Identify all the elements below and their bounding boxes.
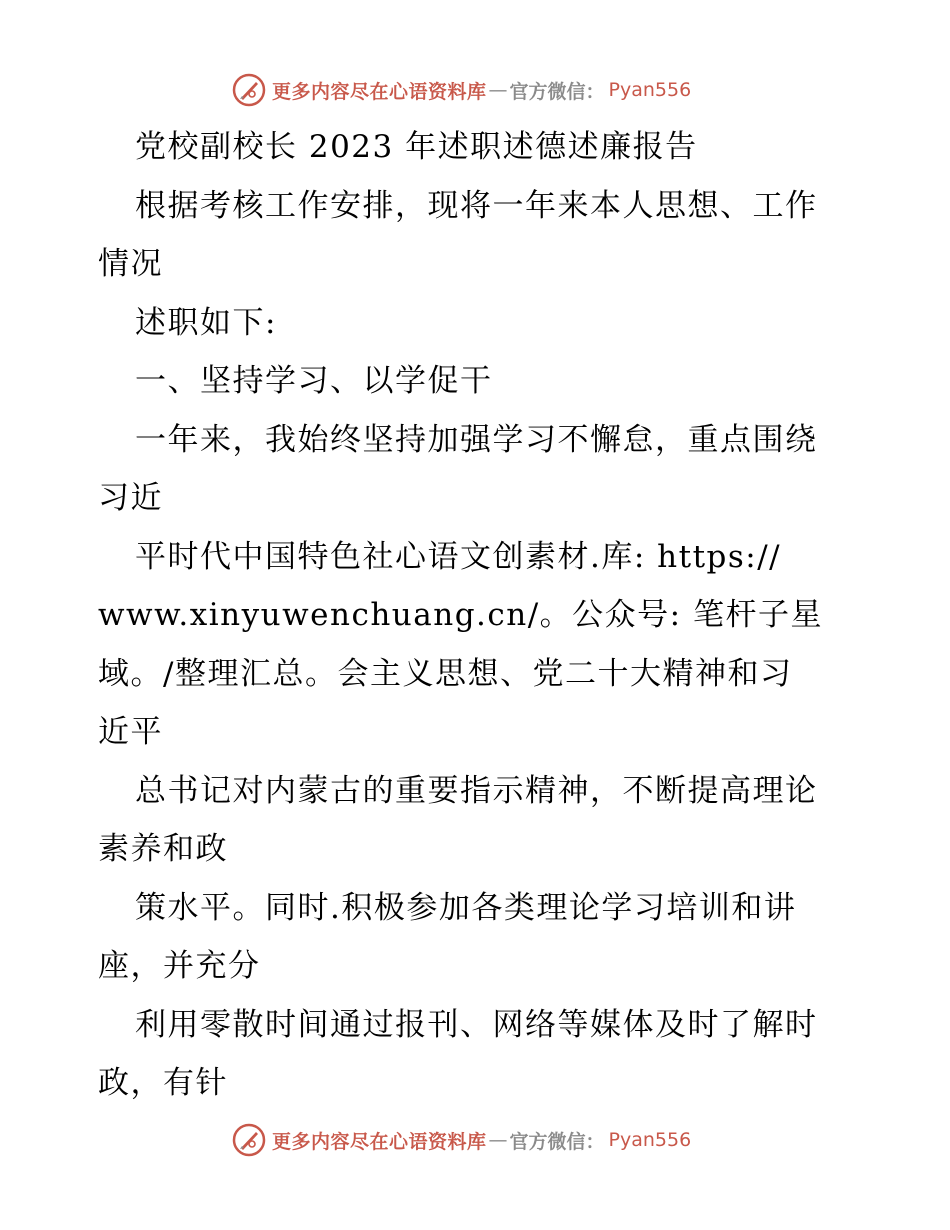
document-body [98, 118, 858, 1113]
paragraph-line: 总书记对内蒙古的重要指示精神，不断提高理论 [135, 772, 818, 809]
quill-logo-icon [232, 73, 266, 107]
paragraph-line: www.xinyuwenchuang.cn/。公众号: 笔杆子星 [98, 597, 823, 633]
paragraph-line: 利用零散时间通过报刊、网络等媒体及时了解时 [135, 1006, 818, 1043]
paragraph-line: 政，有针 [98, 1065, 228, 1101]
paragraph-line: 近平 [98, 714, 163, 750]
paragraph-line: 述职如下: [135, 304, 277, 341]
watermark-official-label: 官方微信： [509, 80, 605, 103]
paragraph-line: 座，并充分 [98, 948, 261, 984]
watermark-wechat-id: Pyan556 [608, 1129, 692, 1151]
paragraph-line: 策水平。同时.积极参加各类理论学习培训和讲 [135, 889, 797, 926]
watermark-dash: — [488, 1129, 508, 1151]
paragraph-line: 素养和政 [98, 831, 228, 867]
paragraph-line: 情况 [98, 246, 163, 282]
watermark-official-label: 官方微信： [509, 1130, 605, 1153]
paragraph-line: 平时代中国特色社心语文创素材.库: https:// [135, 538, 782, 575]
paragraph-line: 域。/整理汇总。会主义思想、党二十大精神和习 [98, 655, 793, 692]
quill-logo-icon [232, 1123, 266, 1157]
watermark-main-text: 更多内容尽在心语资料库 [272, 80, 487, 103]
paragraph-line: 习近 [98, 480, 163, 516]
paragraph-line: 一年来，我始终坚持加强学习不懈怠，重点围绕 [135, 421, 818, 458]
watermark-banner-bottom [232, 1120, 722, 1160]
watermark-main-text: 更多内容尽在心语资料库 [272, 1130, 487, 1153]
watermark-dash: — [488, 79, 508, 101]
watermark-wechat-id: Pyan556 [608, 79, 692, 101]
document-title: 党校副校长 2023 年述职述德述廉报告 [135, 129, 698, 165]
section-heading: 一、坚持学习、以学促干 [135, 363, 493, 399]
paragraph-line: 根据考核工作安排，现将一年来本人思想、工作 [135, 187, 818, 224]
watermark-banner-top [232, 70, 722, 110]
